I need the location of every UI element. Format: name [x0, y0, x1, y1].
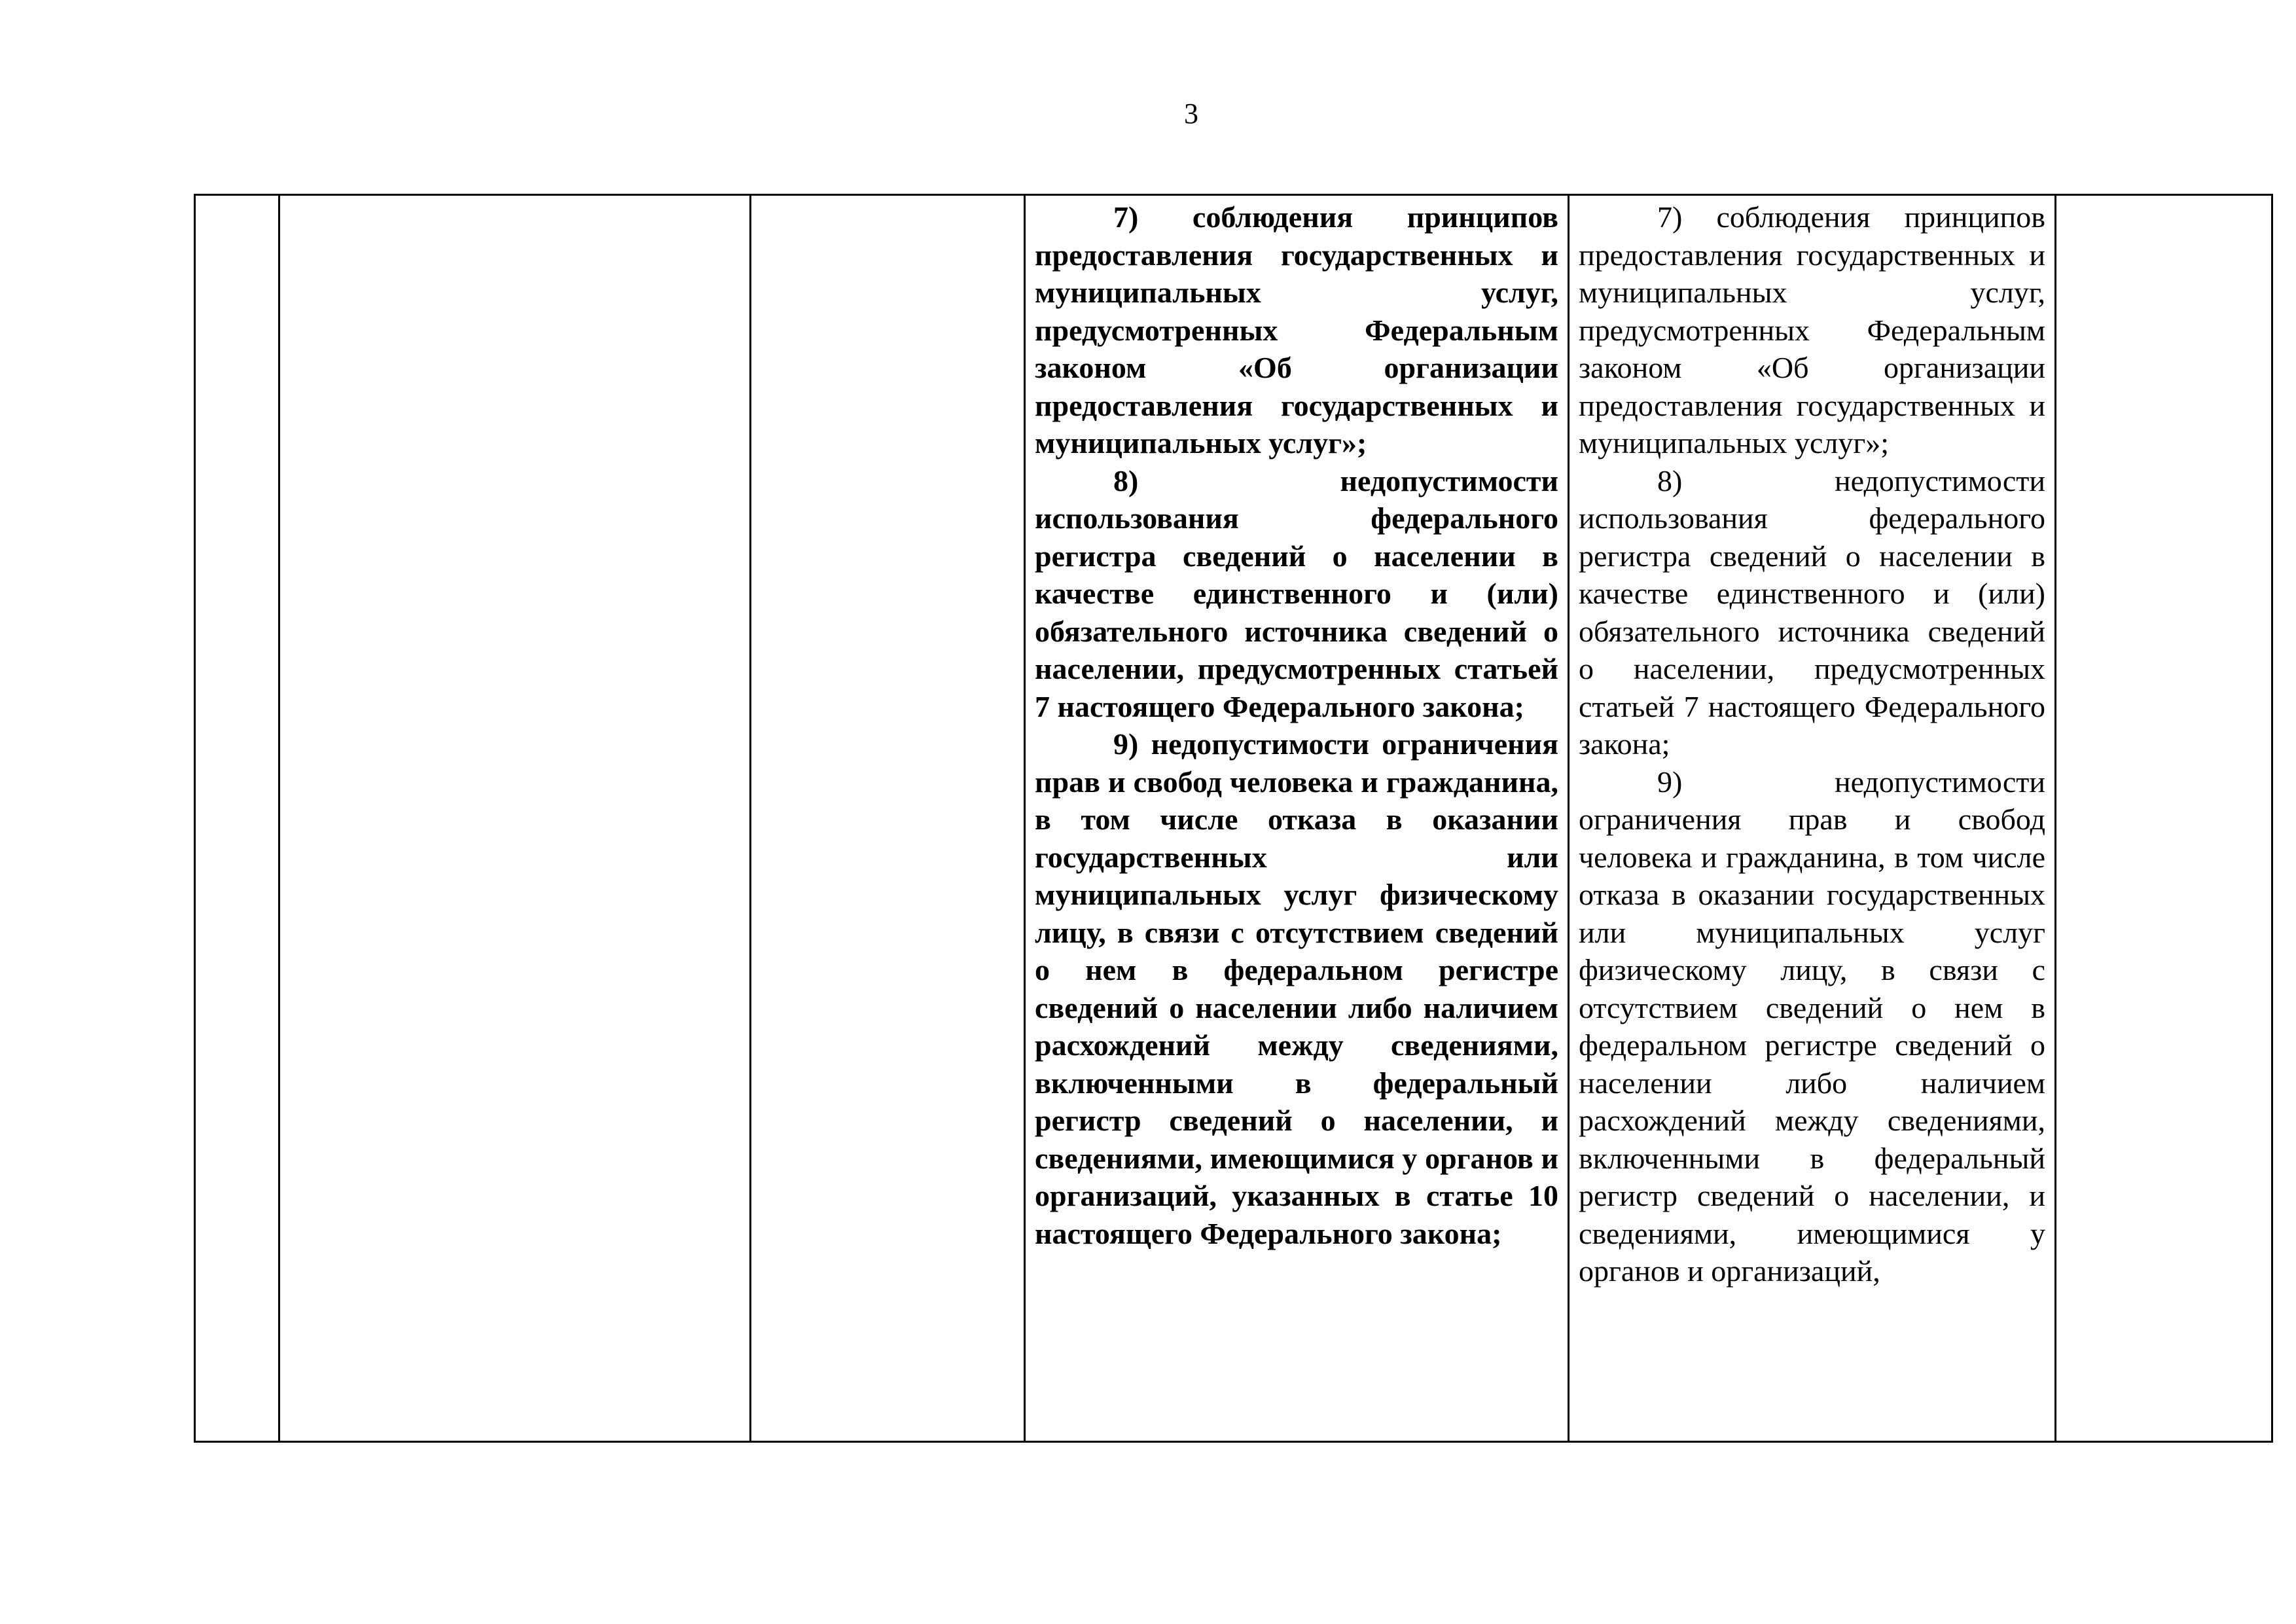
clause-7: 7) соблюдения принципов предоставления государственных и муниципальных услуг, предусмотренных Федеральным законом «Об организации предоставления государственных и муниципальных услуг»;	[1579, 200, 2045, 460]
clause-9-bold: 9) недопустимости ограничения прав и свобод человека и гражданина, в том числе отказа в оказании государственных или муниципальных услуг физическому лицу, в связи с отсутствием сведений о нем в федеральном регистре сведений о населении либо наличием расхождений между сведениями, включенными в федеральный регистр сведений о населении, и сведениями, имеющимися у органов и организаций, указанных в статье 10 настоящего Федерального закона;	[1035, 727, 1558, 1250]
table-cell-final-text	[1569, 195, 2056, 1442]
clause-8-bold: 8) недопустимости использования федерального регистра сведений о населении в качестве единственного и (или) обязательного источника сведений о населении, предусмотренных статьей 7 настоящего Федерального закона;	[1035, 463, 1558, 723]
table-cell-article	[279, 195, 751, 1442]
table-cell-number	[195, 195, 279, 1442]
table-cell-current-text	[751, 195, 1025, 1442]
clause-7-bold: 7) соблюдения принципов предоставления государственных и муниципальных услуг, предусмотренных Федеральным законом «Об организации предоставления государственных и муниципальных услуг»;	[1035, 200, 1558, 460]
clause-9: 9) недопустимости ограничения прав и свобод человека и гражданина, в том числе отказа в оказании государственных или муниципальных услуг физическому лицу, в связи с отсутствием сведений о нем в федеральном регистре сведений о населении либо наличием расхождений между сведениями, включенными в федеральный регистр сведений о населении, и сведениями, имеющимися у органов и организаций,	[1579, 765, 2045, 1288]
table-cell-notes	[2056, 195, 2272, 1442]
table-cell-proposed-bold-text	[1025, 195, 1569, 1442]
page-number: 3	[1184, 98, 1198, 130]
comparison-table	[194, 194, 2273, 1443]
clause-8: 8) недопустимости использования федерального регистра сведений о населении в качестве единственного и (или) обязательного источника сведений о населении, предусмотренных статьей 7 настоящего Федерального закона;	[1579, 463, 2045, 761]
table-row	[195, 195, 2272, 1442]
